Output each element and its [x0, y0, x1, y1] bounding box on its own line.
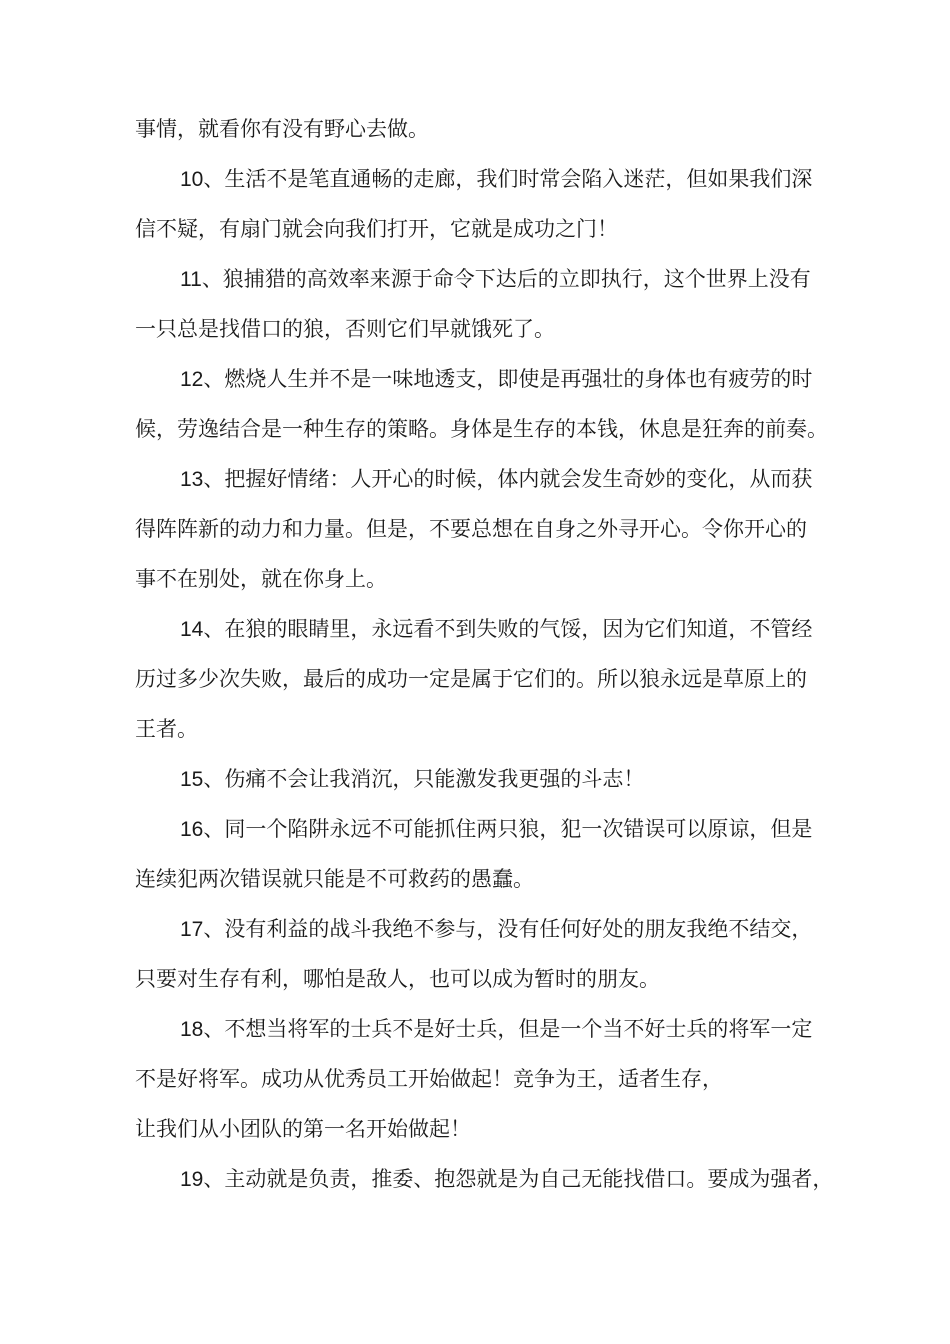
- line-text: 候，劳逸结合是一种生存的策略。身体是生存的本钱，休息是狂奔的前奏。: [135, 417, 828, 441]
- line-text: 、主动就是负责，推委、抱怨就是为自己无能找借口。要成为强者，: [203, 1167, 834, 1191]
- paragraph-line: [135, 715, 198, 743]
- paragraph-line: [180, 1015, 812, 1044]
- item-number: 17: [180, 918, 204, 941]
- paragraph-line: [180, 165, 812, 194]
- paragraph-line: [135, 665, 807, 693]
- paragraph-line: [180, 915, 812, 944]
- item-number: 19: [180, 1168, 204, 1191]
- line-text: 、不想当将军的士兵不是好士兵，但是一个当不好士兵的将军一定: [203, 1017, 813, 1041]
- paragraph-line: [180, 265, 811, 294]
- line-text: 让我们从小团队的第一名开始做起！: [135, 1117, 471, 1141]
- paragraph-line: [135, 565, 387, 593]
- item-number: 18: [180, 1018, 204, 1041]
- paragraph-line: [135, 115, 429, 143]
- paragraph-line: [135, 415, 828, 443]
- line-text: 、同一个陷阱永远不可能抓住两只狼，犯一次错误可以原谅，但是: [203, 817, 813, 841]
- line-text: 不是好将军。成功从优秀员工开始做起！竞争为王，适者生存，: [135, 1067, 723, 1091]
- paragraph-line: [135, 1065, 723, 1093]
- item-number: 10: [180, 168, 204, 191]
- paragraph-line: [135, 965, 660, 993]
- paragraph-line: [180, 765, 644, 794]
- paragraph-line: [180, 465, 812, 494]
- line-text: 得阵阵新的动力和力量。但是，不要总想在自身之外寻开心。令你开心的: [135, 517, 807, 541]
- line-text: 连续犯两次错误就只能是不可救药的愚蠢。: [135, 867, 534, 891]
- paragraph-line: [180, 1165, 833, 1194]
- line-text: 、把握好情绪：人开心的时候，体内就会发生奇妙的变化，从而获: [203, 467, 813, 491]
- paragraph-line: [135, 215, 618, 243]
- item-number: 13: [180, 468, 204, 491]
- item-number: 16: [180, 818, 204, 841]
- item-number: 12: [180, 368, 204, 391]
- paragraph-line: [180, 815, 812, 844]
- paragraph-line: [135, 315, 555, 343]
- paragraph-line: [180, 615, 812, 644]
- paragraph-line: [135, 1115, 471, 1143]
- line-text: 一只总是找借口的狼，否则它们早就饿死了。: [135, 317, 555, 341]
- line-text: 、没有利益的战斗我绝不参与，没有任何好处的朋友我绝不结交，: [203, 917, 813, 941]
- item-number: 15: [180, 768, 204, 791]
- line-text: 、狼捕猎的高效率来源于命令下达后的立即执行，这个世界上没有: [201, 267, 811, 291]
- line-text: 王者。: [135, 717, 198, 741]
- paragraph-line: [180, 365, 812, 394]
- line-text: 、伤痛不会让我消沉，只能激发我更强的斗志！: [203, 767, 645, 791]
- line-text: 历过多少次失败，最后的成功一定是属于它们的。所以狼永远是草原上的: [135, 667, 807, 691]
- line-text: 、生活不是笔直通畅的走廊，我们时常会陷入迷茫，但如果我们深: [203, 167, 813, 191]
- paragraph-line: [135, 865, 534, 893]
- line-text: 、在狼的眼睛里，永远看不到失败的气馁，因为它们知道，不管经: [203, 617, 813, 641]
- item-number: 11: [180, 268, 202, 291]
- line-text: 只要对生存有利，哪怕是敌人，也可以成为暂时的朋友。: [135, 967, 660, 991]
- line-text: 信不疑，有扇门就会向我们打开，它就是成功之门！: [135, 217, 618, 241]
- item-number: 14: [180, 618, 204, 641]
- paragraph-line: [135, 515, 807, 543]
- line-text: 事不在别处，就在你身上。: [135, 567, 387, 591]
- line-text: 、燃烧人生并不是一味地透支，即使是再强壮的身体也有疲劳的时: [203, 367, 813, 391]
- line-text: 事情，就看你有没有野心去做。: [135, 117, 429, 141]
